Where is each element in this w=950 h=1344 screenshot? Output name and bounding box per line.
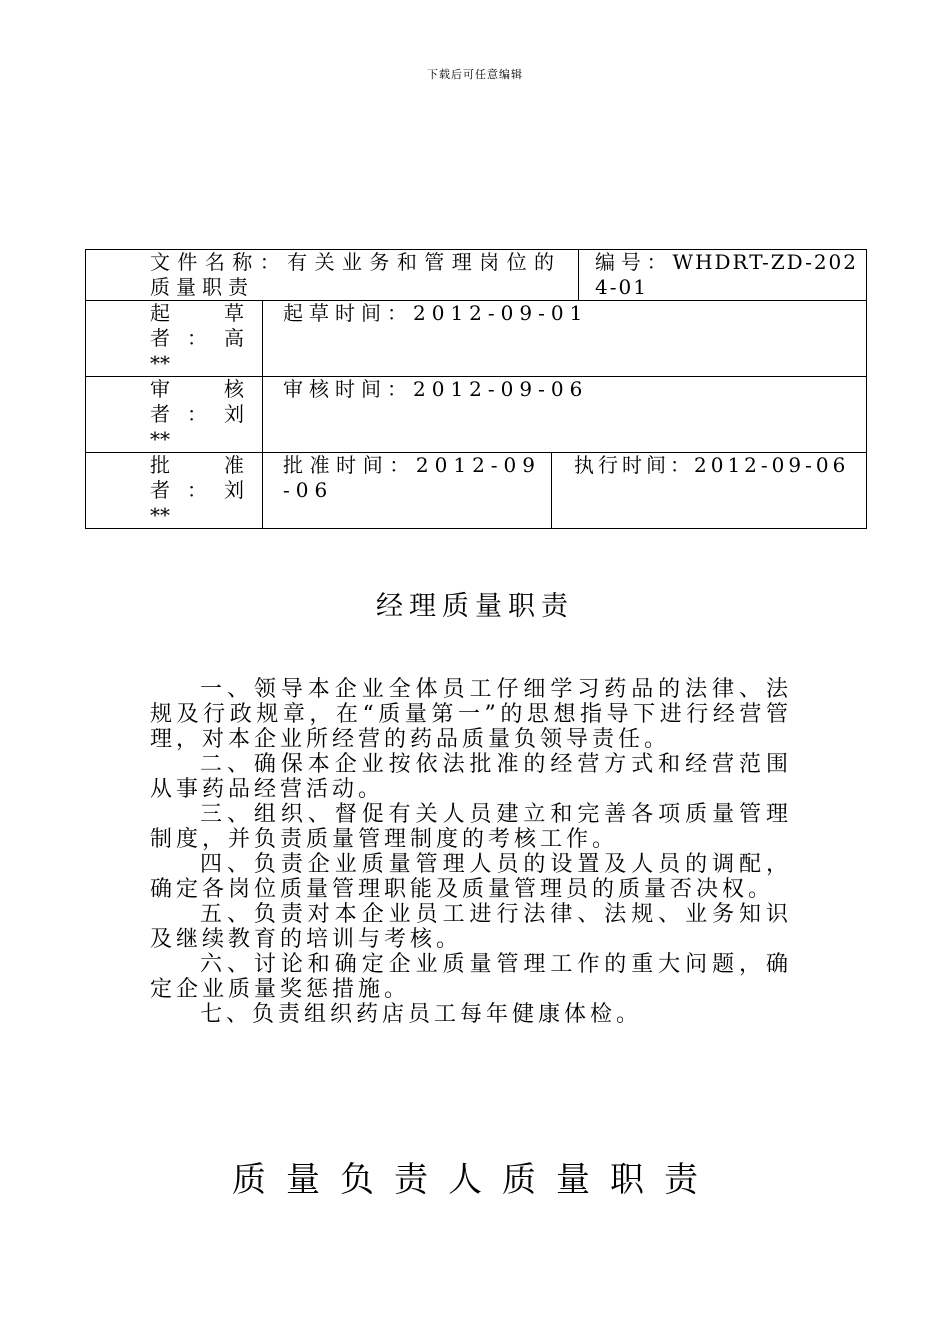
draft-time-cell: 起草时间：2012-09-01 <box>263 301 867 377</box>
code-cell: 编号：WHDRT-ZD-2024-01 <box>579 250 867 301</box>
reviewer-line3: ** <box>150 427 170 451</box>
reviewer-cell <box>86 377 263 453</box>
reviewer-line2: 者：刘 <box>150 402 244 426</box>
table-row <box>86 301 867 377</box>
approver-cell <box>86 453 263 529</box>
manager-duties <box>150 677 792 1027</box>
duty-item: 四、负责企业质量管理人员的设置及人员的调配，确定各岗位质量管理职能及质量管理员的质量否决权。 <box>150 852 792 902</box>
duty-item: 三、组织、督促有关人员建立和完善各项质量管理制度，并负责质量管理制度的考核工作。 <box>150 802 792 852</box>
table-row <box>86 377 867 453</box>
drafter-line2: 者：高 <box>150 326 244 350</box>
drafter-line3: ** <box>150 351 170 375</box>
duty-item: 六、讨论和确定企业质量管理工作的重大问题，确定企业质量奖惩措施。 <box>150 952 792 1002</box>
table-row <box>86 453 867 529</box>
approver-line1: 批 准 <box>150 453 244 477</box>
table-row <box>86 250 867 301</box>
document-info-table <box>85 249 867 529</box>
duty-item: 七、负责组织药店员工每年健康体检。 <box>200 1002 643 1027</box>
duty-item: 二、确保本企业按依法批准的经营方式和经营范围从事药品经营活动。 <box>150 752 792 802</box>
section-title-manager: 经理质量职责 <box>376 591 574 622</box>
approve-time-cell: 批准时间：2012-09-06 <box>263 453 552 529</box>
duty-item: 五、负责对本企业员工进行法律、法规、业务知识及继续教育的培训与考核。 <box>150 902 792 952</box>
drafter-line1: 起 草 <box>150 301 244 325</box>
file-name-cell: 文件名称：有关业务和管理岗位的质量职责 <box>86 250 579 301</box>
approver-line2: 者：刘 <box>150 478 244 502</box>
drafter-cell <box>86 301 263 377</box>
page-header-note: 下载后可任意编辑 <box>427 68 523 81</box>
reviewer-line1: 审 核 <box>150 377 244 401</box>
duty-item: 一、领导本企业全体员工仔细学习药品的法律、法规及行政规章，在“质量第一”的思想指导下进行经营管理，对本企业所经营的药品质量负领导责任。 <box>150 677 792 752</box>
approver-line3: ** <box>150 503 170 527</box>
exec-time-cell: 执行时间：2012-09-06 <box>552 453 867 529</box>
review-time-cell: 审核时间：2012-09-06 <box>263 377 867 453</box>
section-title-quality-head: 质量负责人质量职责 <box>232 1160 718 1200</box>
